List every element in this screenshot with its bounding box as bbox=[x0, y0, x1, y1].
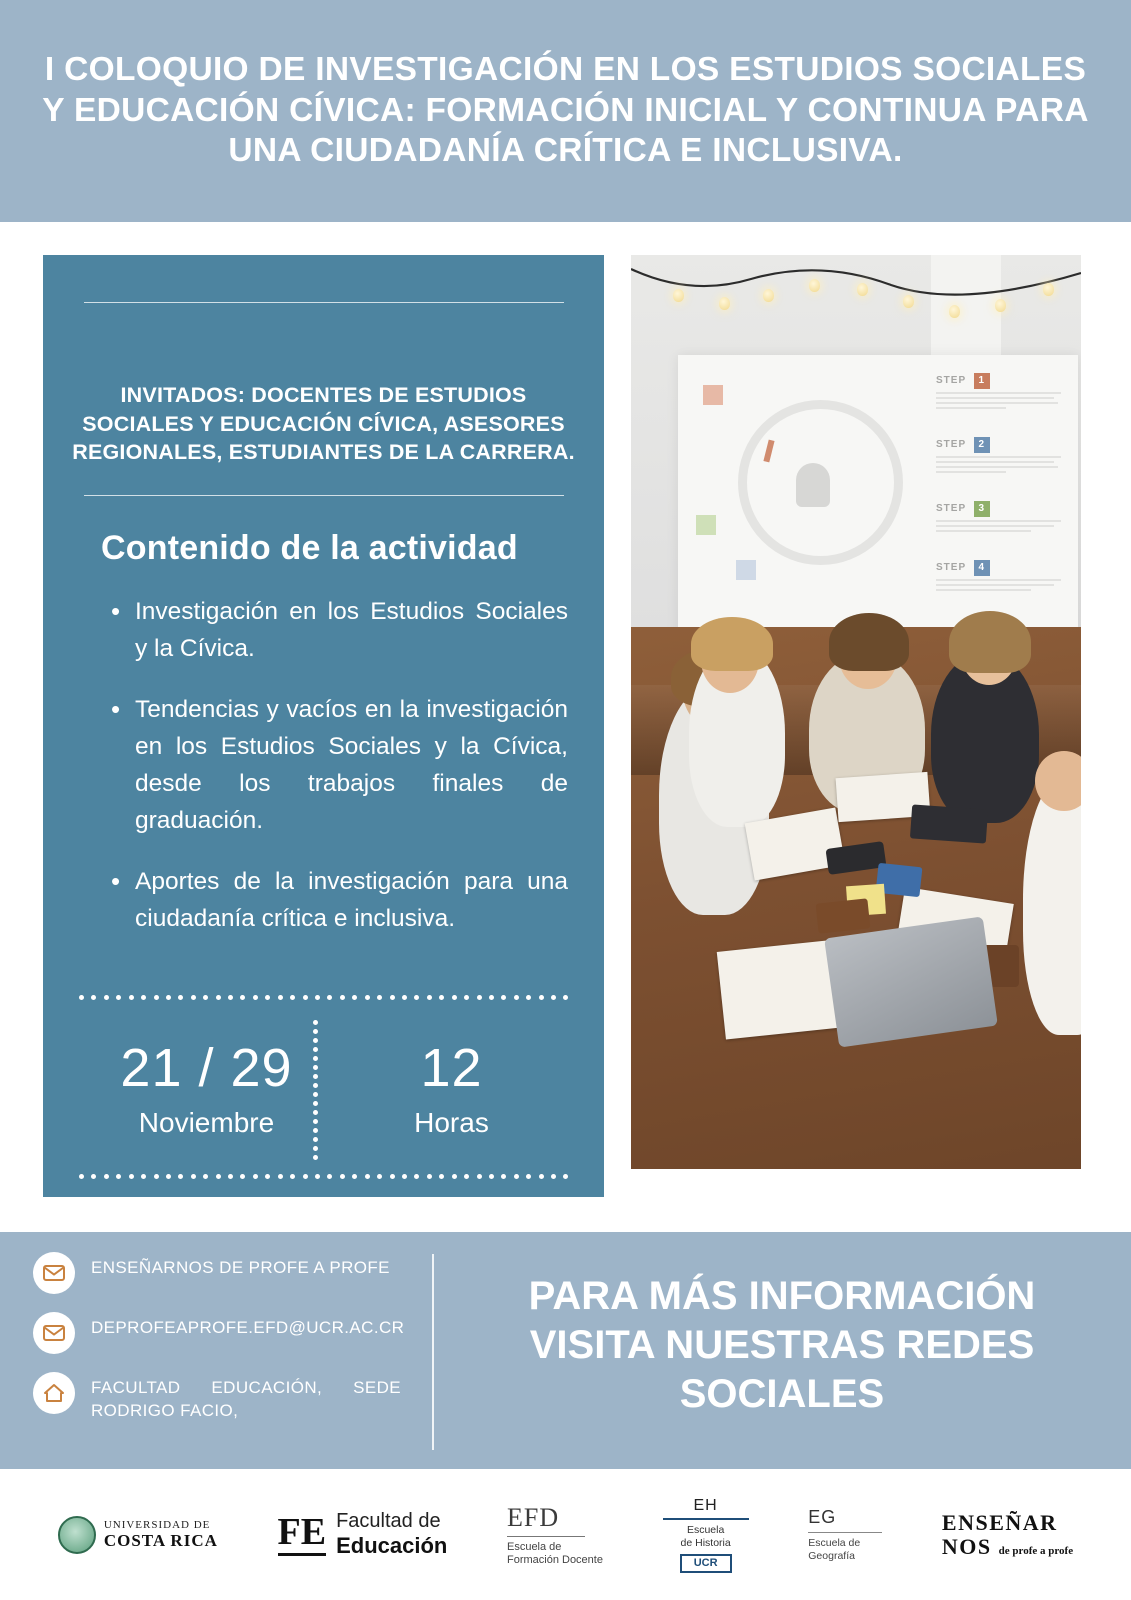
efd-line1: Escuela de bbox=[506, 1540, 562, 1553]
date-hour: 12 bbox=[420, 1038, 483, 1099]
date-days: 21 / 29 bbox=[120, 1038, 293, 1099]
envelope-icon bbox=[33, 1252, 75, 1294]
ens-line1: ENSEÑAR bbox=[941, 1510, 1058, 1536]
fe-mark: FE bbox=[278, 1513, 327, 1556]
contact-row bbox=[33, 1372, 433, 1423]
contact-list bbox=[33, 1252, 433, 1441]
divider-top bbox=[84, 302, 564, 303]
eg-line2: Geografía bbox=[808, 1549, 855, 1562]
home-icon bbox=[33, 1372, 75, 1414]
date-block bbox=[79, 1017, 569, 1162]
poster-header bbox=[0, 0, 1131, 222]
poster-footer bbox=[0, 1232, 1131, 1469]
efd-line2: Formación Docente bbox=[506, 1554, 603, 1567]
dotted-divider-bottom bbox=[79, 1174, 569, 1179]
eh-line2: de Historia bbox=[680, 1536, 731, 1549]
info-panel bbox=[43, 255, 604, 1197]
logo-facultad-educacion bbox=[278, 1490, 448, 1580]
eh-mark: EH bbox=[693, 1496, 718, 1514]
eh-line1: Escuela bbox=[686, 1523, 725, 1536]
envelope-icon bbox=[33, 1312, 75, 1354]
fe-line2: Educación bbox=[336, 1533, 448, 1559]
ucr-line2: COSTA RICA bbox=[103, 1531, 218, 1551]
logo-escuela-historia bbox=[663, 1490, 749, 1580]
string-lights-decoration bbox=[631, 263, 1081, 323]
contact-address: FACULTAD EDUCACIÓN, SEDE RODRIGO FACIO, bbox=[91, 1378, 401, 1421]
list-item: • Investigación en los Estudios Sociales y la Cívica. bbox=[111, 594, 568, 668]
poster-body bbox=[0, 222, 1131, 1232]
logo-escuela-geografia bbox=[808, 1490, 882, 1580]
footer-title: PARA MÁS INFORMACIÓN VISITA NUESTRAS REDES SOCIALES bbox=[528, 1274, 1036, 1416]
list-item: • Aportes de la investigación para una ciudadanía crítica e inclusiva. bbox=[111, 864, 568, 938]
ens-line2: NOS bbox=[941, 1533, 992, 1559]
eg-mark: EG bbox=[808, 1507, 837, 1528]
eg-line1: Escuela de bbox=[808, 1536, 861, 1549]
date-month: Noviembre bbox=[138, 1106, 275, 1138]
divider-middle bbox=[84, 495, 564, 496]
poster-title: I COLOQUIO DE INVESTIGACIÓN EN LOS ESTUDIOS SOCIALES Y EDUCACIÓN CÍVICA: FORMACIÓN INICIAL Y CONTINUA PARA UNA CIUDADANÍA CRÍTICA E INCLUSIVA. bbox=[42, 50, 1089, 170]
fe-line1: Facultad de bbox=[336, 1510, 441, 1533]
ens-line2-small: de profe a profe bbox=[998, 1544, 1074, 1557]
logo-strip bbox=[0, 1469, 1131, 1600]
date-hour-col bbox=[334, 1017, 569, 1162]
logo-efd bbox=[507, 1490, 603, 1580]
date-days-col bbox=[79, 1017, 334, 1162]
list-item: • Tendencias y vacíos en la investigación en los Estudios Sociales y la Cívica, desde los trabajos finales de graduación. bbox=[111, 692, 568, 839]
contenido-list bbox=[111, 594, 568, 938]
ucr-seal-icon bbox=[58, 1516, 96, 1554]
contact-row bbox=[33, 1312, 433, 1354]
contact-email[interactable]: DEPROFEAPROFE.EFD@UCR.AC.CR bbox=[91, 1318, 405, 1337]
ucr-line1: UNIVERSIDAD DE bbox=[103, 1518, 211, 1531]
invitados-text: INVITADOS: DOCENTES DE ESTUDIOS SOCIALES Y EDUCACIÓN CÍVICA, ASESORES REGIONALES, ESTUDIANTES DE LA CARRERA. bbox=[72, 383, 575, 465]
eh-ucr-badge: UCR bbox=[680, 1554, 732, 1573]
meeting-photo bbox=[631, 255, 1081, 1169]
logo-ucr bbox=[58, 1490, 218, 1580]
date-hour-label: Horas bbox=[414, 1106, 489, 1138]
logo-ensenarnos bbox=[942, 1490, 1073, 1580]
footer-divider bbox=[432, 1254, 434, 1450]
laptop bbox=[824, 916, 998, 1047]
contact-text: ENSEÑARNOS DE PROFE A PROFE bbox=[91, 1258, 390, 1277]
projected-slide: STEP 1 STEP 2 STEP 3 STEP 4 bbox=[678, 355, 1078, 640]
dotted-divider-top bbox=[79, 995, 569, 1000]
efd-mark: EFD bbox=[506, 1502, 560, 1532]
section-title-contenido: Contenido de la actividad bbox=[101, 528, 518, 567]
dotted-divider-vertical bbox=[313, 1020, 318, 1160]
contact-row bbox=[33, 1252, 433, 1294]
